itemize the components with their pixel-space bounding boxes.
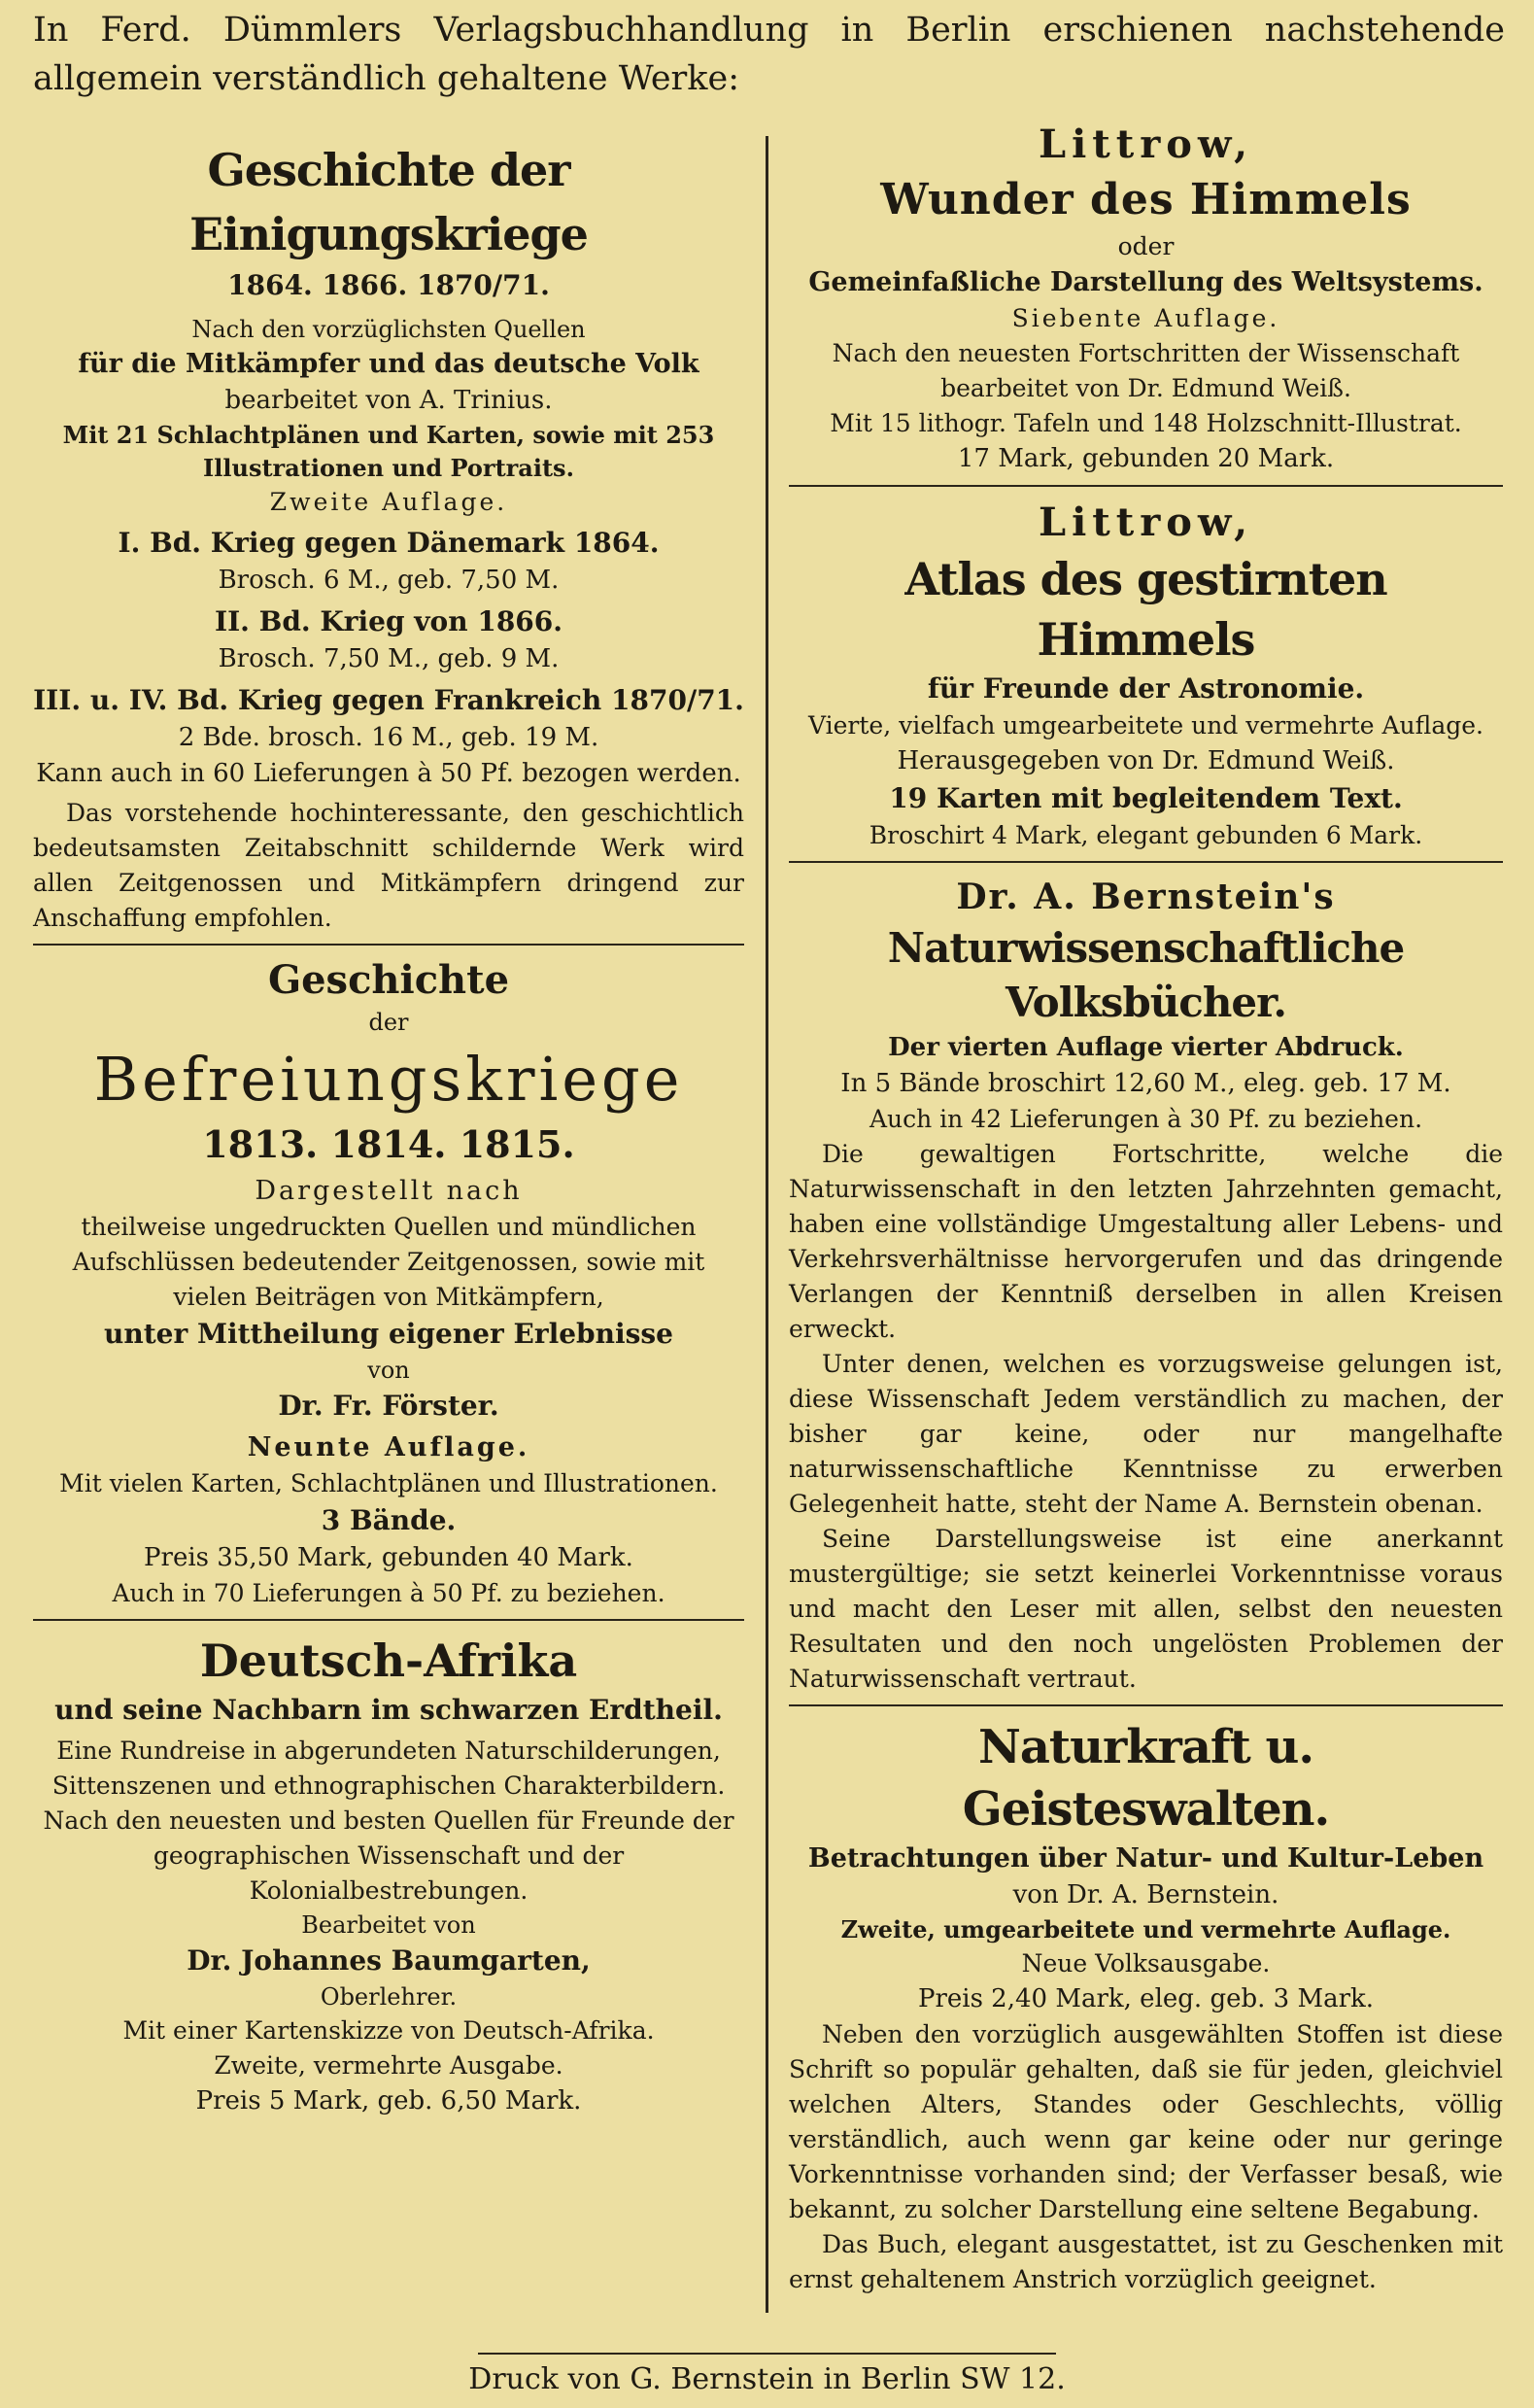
left-column bbox=[33, 138, 744, 2119]
ad-price: Preis 2,40 Mark, eleg. geb. 3 Mark. bbox=[917, 1984, 1375, 2013]
intro-text: In Ferd. Dümmlers Verlagsbuchhandlung in Berlin erschienen nachstehende allgemein verständlich gehaltene Werke: bbox=[33, 11, 1505, 98]
ad-line: von bbox=[367, 1357, 410, 1384]
ad-author: Dr. Fr. Förster. bbox=[278, 1390, 499, 1422]
ad-einigungskriege bbox=[33, 138, 744, 936]
ad-line: oder bbox=[1117, 232, 1175, 260]
ad-price: Brosch. 7,50 M., geb. 9 M. bbox=[218, 644, 560, 673]
ad-edition: Zweite, vermehrte Ausgabe. bbox=[214, 2051, 563, 2080]
right-column bbox=[789, 119, 1503, 2297]
section-rule bbox=[789, 485, 1503, 487]
ad-line: Gemeinfaßliche Darstellung des Weltsystems. bbox=[808, 267, 1483, 297]
ad-line: 19 Karten mit begleitendem Text. bbox=[889, 782, 1403, 814]
ad-author: Dr. A. Bernstein's bbox=[956, 877, 1336, 917]
ad-edition: Vierte, vielfach umgearbeitete und vermehrte Auflage. bbox=[808, 711, 1483, 740]
ad-edition: Siebente Auflage. bbox=[1011, 304, 1280, 332]
ad-wunder-des-himmels bbox=[789, 119, 1503, 477]
ad-line: Oberlehrer. bbox=[320, 1983, 458, 2011]
printer-imprint: Druck von G. Bernstein in Berlin SW 12. bbox=[468, 2362, 1066, 2396]
section-rule bbox=[33, 1619, 744, 1621]
ad-price: 17 Mark, gebunden 20 Mark. bbox=[957, 444, 1335, 473]
ad-line: Auch in 42 Lieferungen à 30 Pf. zu beziehen. bbox=[869, 1105, 1423, 1133]
ad-line: Eine Rundreise in abgerundeten Naturschilderungen, Sittenszenen und ethnographischen Charakterbildern. bbox=[51, 1737, 726, 1800]
ad-volume: III. u. IV. Bd. Krieg gegen Frankreich 1870/71. bbox=[33, 684, 744, 716]
ad-line: Mit einer Kartenskizze von Deutsch-Afrika. bbox=[122, 2016, 655, 2045]
ad-line: Dargestellt nach bbox=[255, 1176, 523, 1206]
ad-title: Naturwissenschaftliche Volksbücher. bbox=[887, 924, 1405, 1026]
ad-volume: I. Bd. Krieg gegen Dänemark 1864. bbox=[118, 527, 660, 559]
ad-edition: Zweite, umgearbeitete und vermehrte Auflage. bbox=[840, 1915, 1451, 1944]
section-rule bbox=[789, 861, 1503, 863]
ad-price: Preis 5 Mark, geb. 6,50 Mark. bbox=[195, 2086, 582, 2116]
ad-title: Atlas des gestirnten Himmels bbox=[904, 553, 1387, 666]
ad-author: Dr. Johannes Baumgarten, bbox=[187, 1944, 591, 1977]
ad-description: Unter denen, welchen es vorzugsweise gelungen ist, diese Wissenschaft Jedem verständlich zu machen, der bisher gar keine, oder nur mangelhafte naturwissenschaftliche Kenntnisse zu erwerben Gelegenheit hatte, steht der Name A. Bernstein obenan. bbox=[789, 1350, 1503, 1518]
ad-line: theilweise ungedruckten Quellen und mündlichen Aufschlüssen bedeutender Zeitgenossen, sowie mit vielen Beiträgen von Mitkämpfern, bbox=[72, 1213, 705, 1311]
ad-author: Littrow, bbox=[1038, 121, 1254, 167]
footer-rule bbox=[478, 2353, 1056, 2355]
ad-author: bearbeitet von A. Trinius. bbox=[224, 386, 553, 415]
ad-price: Broschirt 4 Mark, elegant gebunden 6 Mark. bbox=[869, 821, 1423, 849]
ad-price: Preis 35,50 Mark, gebunden 40 Mark. bbox=[144, 1543, 633, 1572]
ad-title: Deutsch-Afrika bbox=[199, 1634, 578, 1687]
ad-volume: II. Bd. Krieg von 1866. bbox=[214, 605, 563, 637]
ad-description: Neben den vorzüglich ausgewählten Stoffen ist diese Schrift so populär gehalten, daß sie für jeden, gleichviel welchen Alters, Standes oder Geschlechts, völlig verständlich, auch wenn gar keine oder nur geringe Vorkenntnisse vorhanden sind; der Verfasser besaß, wie bekannt, zu solcher Darstellung eine seltene Begabung. bbox=[789, 2020, 1503, 2223]
ad-line: Herausgegeben von Dr. Edmund Weiß. bbox=[897, 746, 1395, 775]
ad-subtitle: Betrachtungen über Natur- und Kultur-Leben bbox=[807, 1843, 1484, 1874]
ad-volksbuecher bbox=[789, 873, 1503, 1697]
ad-author: von Dr. A. Bernstein. bbox=[1012, 1880, 1279, 1909]
ad-befreiungskriege bbox=[33, 955, 744, 1611]
ad-line: für Freunde der Astronomie. bbox=[927, 672, 1365, 705]
ad-line: 3 Bände. bbox=[321, 1504, 457, 1536]
ad-edition: Zweite Auflage. bbox=[269, 488, 508, 516]
ad-deutsch-afrika bbox=[33, 1631, 744, 2119]
ad-price: 2 Bde. brosch. 16 M., geb. 19 M. bbox=[178, 723, 599, 752]
ad-title: Naturkraft u. Geisteswalten. bbox=[962, 1720, 1330, 1837]
ad-edition: Neunte Auflage. bbox=[247, 1432, 530, 1462]
ad-edition: Der vierten Auflage vierter Abdruck. bbox=[888, 1033, 1404, 1062]
ad-description: Das Buch, elegant ausgestattet, ist zu Geschenken mit ernst gehaltenem Anstrich vorzüglich geeignet. bbox=[789, 2230, 1503, 2293]
ad-title: Befreiungskriege bbox=[93, 1044, 684, 1115]
ad-naturkraft bbox=[789, 1716, 1503, 2297]
ad-line: Mit 15 lithogr. Tafeln und 148 Holzschnitt-Illustrat. bbox=[830, 409, 1462, 437]
ad-line: Nach den neuesten und besten Quellen für Freunde der geographischen Wissenschaft und der Kolonialbestrebungen. bbox=[43, 1806, 734, 1905]
ad-line: unter Mittheilung eigener Erlebnisse bbox=[104, 1318, 673, 1350]
ad-years: 1813. 1814. 1815. bbox=[202, 1122, 575, 1166]
ad-subtitle: und seine Nachbarn im schwarzen Erdtheil. bbox=[54, 1694, 723, 1726]
ad-line: Nach den vorzüglichsten Quellen bbox=[191, 316, 586, 343]
ad-description: Die gewaltigen Fortschritte, welche die Naturwissenschaft in den letzten Jahrzehnten gemacht, haben eine vollständige Umgestaltung aller Lebens- und Verkehrsverhältnisse hervorgerufen und das dringende Verlangen der Kenntniß derselben in allen Kreisen erweckt. bbox=[789, 1140, 1503, 1343]
ad-line: Neue Volksausgabe. bbox=[1021, 1949, 1271, 1978]
column-divider bbox=[766, 136, 768, 2313]
ad-line: Kann auch in 60 Lieferungen à 50 Pf. bezogen werden. bbox=[36, 759, 741, 788]
ad-atlas bbox=[789, 497, 1503, 853]
ad-price: Brosch. 6 M., geb. 7,50 M. bbox=[218, 566, 560, 595]
ad-line: für die Mitkämpfer und das deutsche Volk bbox=[78, 349, 699, 379]
ad-line: Nach den neuesten Fortschritten der Wissenschaft bearbeitet von Dr. Edmund Weiß. bbox=[832, 339, 1460, 402]
ad-line: Mit vielen Karten, Schlachtplänen und Illustrationen. bbox=[59, 1469, 718, 1497]
ad-years: 1864. 1866. 1870/71. bbox=[227, 269, 550, 301]
ad-line: Auch in 70 Lieferungen à 50 Pf. zu beziehen. bbox=[112, 1579, 665, 1607]
ad-line: Bearbeitet von bbox=[301, 1911, 476, 1939]
ad-title-top: Geschichte bbox=[267, 957, 510, 1003]
ad-description: Seine Darstellungsweise ist eine anerkannt mustergültige; sie setzt keinerlei Vorkenntnisse voraus und macht den Leser mit allen, selbst den neuesten Resultaten und den noch ungelösten Problemen der Naturwissenschaft vertraut. bbox=[789, 1525, 1503, 1693]
ad-price: In 5 Bände broschirt 12,60 M., eleg. geb. 17 M. bbox=[840, 1069, 1451, 1098]
ad-description: Das vorstehende hochinteressante, den geschichtlich bedeutsamsten Zeitabschnitt schildernde Werk wird allen Zeitgenossen und Mitkämpfern dringend zur Anschaffung empfohlen. bbox=[33, 799, 744, 932]
section-rule bbox=[789, 1704, 1503, 1706]
section-rule bbox=[33, 944, 744, 946]
ad-title-mid: der bbox=[368, 1009, 409, 1036]
ad-title: Wunder des Himmels bbox=[880, 175, 1412, 224]
ad-author: Littrow, bbox=[1038, 499, 1254, 545]
ad-title: Geschichte der Einigungskriege bbox=[189, 144, 588, 260]
ad-line: Mit 21 Schlachtplänen und Karten, sowie mit 253 Illustrationen und Portraits. bbox=[62, 421, 715, 482]
